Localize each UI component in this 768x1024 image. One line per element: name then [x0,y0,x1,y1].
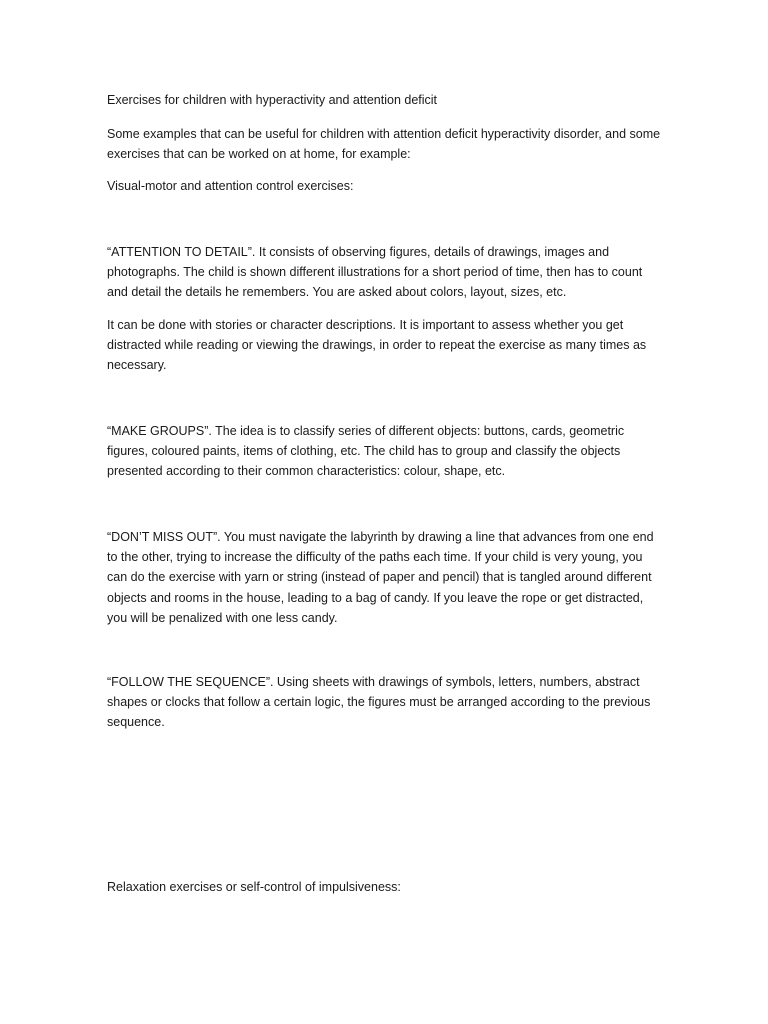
paragraph-make-groups: “MAKE GROUPS”. The idea is to classify series of different objects: buttons, cards, geometric figures, coloured paints, items of clothing, etc. The child has to group and classify the objects presented according to their common characteristics: colour, shape, etc. [107,424,625,479]
section-heading-relaxation: Relaxation exercises or self-control of impulsiveness: [107,880,401,894]
intro-paragraph: Some examples that can be useful for children with attention deficit hyperactivity disorder, and some exercises that can be worked on at home, for example: [107,127,661,162]
section-heading-visual-motor: Visual-motor and attention control exercises: [107,179,354,193]
document-title: Exercises for children with hyperactivity and attention deficit [107,93,438,107]
paragraph-dont-miss-out: “DON’T MISS OUT”. You must navigate the labyrinth by drawing a line that advances from one end to the other, trying to increase the difficulty of the paths each time. If your child is very young, you can do the exercise with yarn or string (instead of paper and pencil) that is tangled around different objects and rooms in the house, leading to a bag of candy. If you leave the rope or get distracted, you will be penalized with one less candy. [107,530,654,625]
paragraph-attention-to-detail: “ATTENTION TO DETAIL”. It consists of observing figures, details of drawings, images and photographs. The child is shown different illustrations for a short period of time, then has to count and detail the details he remembers. You are asked about colors, layout, sizes, etc. [107,245,643,300]
paragraph-follow-the-sequence: “FOLLOW THE SEQUENCE”. Using sheets with drawings of symbols, letters, numbers, abstract shapes or clocks that follow a certain logic, the figures must be arranged according to the previous sequence. [107,675,651,730]
paragraph-attention-to-detail-followup: It can be done with stories or character descriptions. It is important to assess whether you get distracted while reading or viewing the drawings, in order to repeat the exercise as many times as necessary. [107,318,647,373]
